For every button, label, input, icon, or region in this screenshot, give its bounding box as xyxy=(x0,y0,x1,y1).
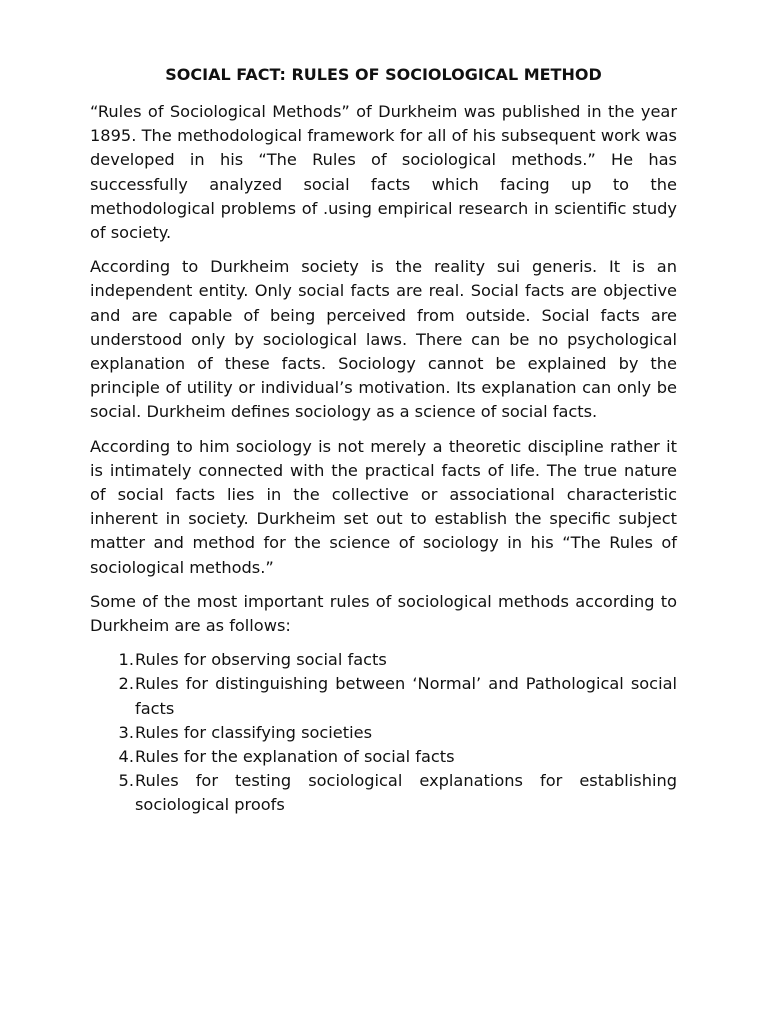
list-item-number: 2. xyxy=(118,674,134,694)
list-item-text: Rules for classifying societies xyxy=(135,722,373,742)
list-item-text: Rules for testing sociological explanations for establishing sociological proofs xyxy=(135,771,677,815)
list-item-text: Rules for the explanation of social facts xyxy=(135,747,455,767)
document-title: SOCIAL FACT: RULES OF SOCIOLOGICAL METHOD xyxy=(165,65,602,84)
list-item-text: Rules for distinguishing between ‘Normal’ and Pathological social facts xyxy=(135,674,677,718)
paragraph-rules-intro: Some of the most important rules of sociological methods according to Durkheim are as follows: xyxy=(90,591,677,636)
list-item-number: 5. xyxy=(118,771,134,791)
list-item xyxy=(90,769,677,817)
list-item xyxy=(90,721,677,745)
list-item-text: Rules for observing social facts xyxy=(135,650,387,670)
list-item-number: 4. xyxy=(118,747,134,767)
paragraph-sui-generis: According to Durkheim society is the reality sui generis. It is an independent entity. Only social facts are real. Social facts are objective and are capable of being perceived from outside. Social facts are understood only by sociological laws. There can be no psychological explanation of these facts. Sociology cannot be explained by the principle of utility or individual’s motivation. Its explanation can only be social. Durkheim defines sociology as a science of social facts. xyxy=(90,257,677,422)
list-item-number: 1. xyxy=(118,650,134,670)
paragraph-publication: “Rules of Sociological Methods” of Durkheim was published in the year 1895. The methodological framework for all of his subsequent work was developed in his “The Rules of sociological methods.” He has successfully analyzed social facts which facing up to the methodological problems of .using empirical research in scientific study of society. xyxy=(90,102,677,243)
rules-list xyxy=(90,648,677,817)
document-page xyxy=(90,64,677,818)
list-item xyxy=(90,648,677,672)
list-item-number: 3. xyxy=(118,722,134,742)
list-item xyxy=(90,672,677,720)
paragraph-practical-facts: According to him sociology is not merely a theoretic discipline rather it is intimately connected with the practical facts of life. The true nature of social facts lies in the collective or associational characteristic inherent in society. Durkheim set out to establish the specific subject matter and method for the science of sociology in his “The Rules of sociological methods.” xyxy=(90,436,677,577)
list-item xyxy=(90,745,677,769)
